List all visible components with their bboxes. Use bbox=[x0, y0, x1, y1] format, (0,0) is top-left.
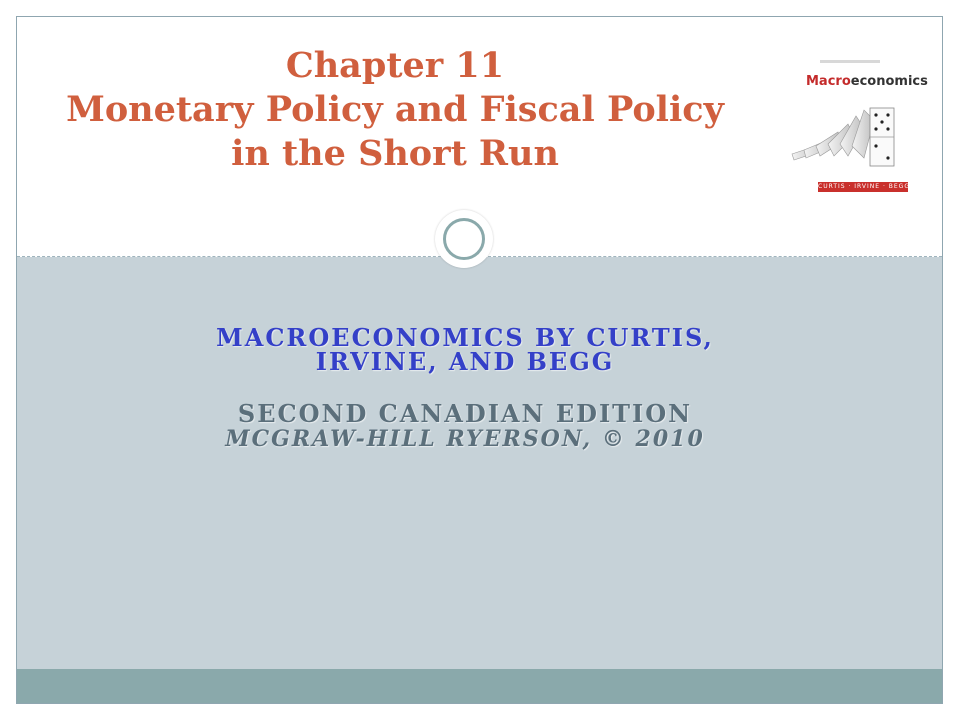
slide-title bbox=[10, 44, 780, 176]
subtitle-block bbox=[40, 323, 890, 452]
title-line-3: in the Short Run bbox=[231, 133, 559, 174]
ring-ornament-icon bbox=[435, 210, 493, 268]
title-line-1: Chapter 11 bbox=[285, 45, 505, 86]
cover-title bbox=[806, 74, 928, 89]
book-cover-image bbox=[790, 46, 928, 196]
subtitle-line-2: IRVINE, AND BEGG bbox=[315, 347, 615, 376]
ring-inner bbox=[443, 218, 485, 260]
cover-top-text-line bbox=[820, 60, 880, 63]
footer-band bbox=[17, 669, 942, 703]
dominoes-icon bbox=[790, 102, 924, 182]
cover-title-red: Macro bbox=[806, 74, 851, 89]
subtitle-publisher: MCGRAW-HILL RYERSON, © 2010 bbox=[225, 426, 705, 452]
cover-title-rest: economics bbox=[850, 74, 928, 89]
subtitle-area bbox=[17, 257, 942, 671]
title-line-2: Monetary Policy and Fiscal Policy bbox=[66, 89, 724, 130]
subtitle-line-1: MACROECONOMICS BY CURTIS, bbox=[216, 323, 714, 352]
subtitle-edition: SECOND CANADIAN EDITION bbox=[237, 399, 693, 428]
cover-authors-band: CURTIS · IRVINE · BEGG bbox=[818, 183, 910, 190]
